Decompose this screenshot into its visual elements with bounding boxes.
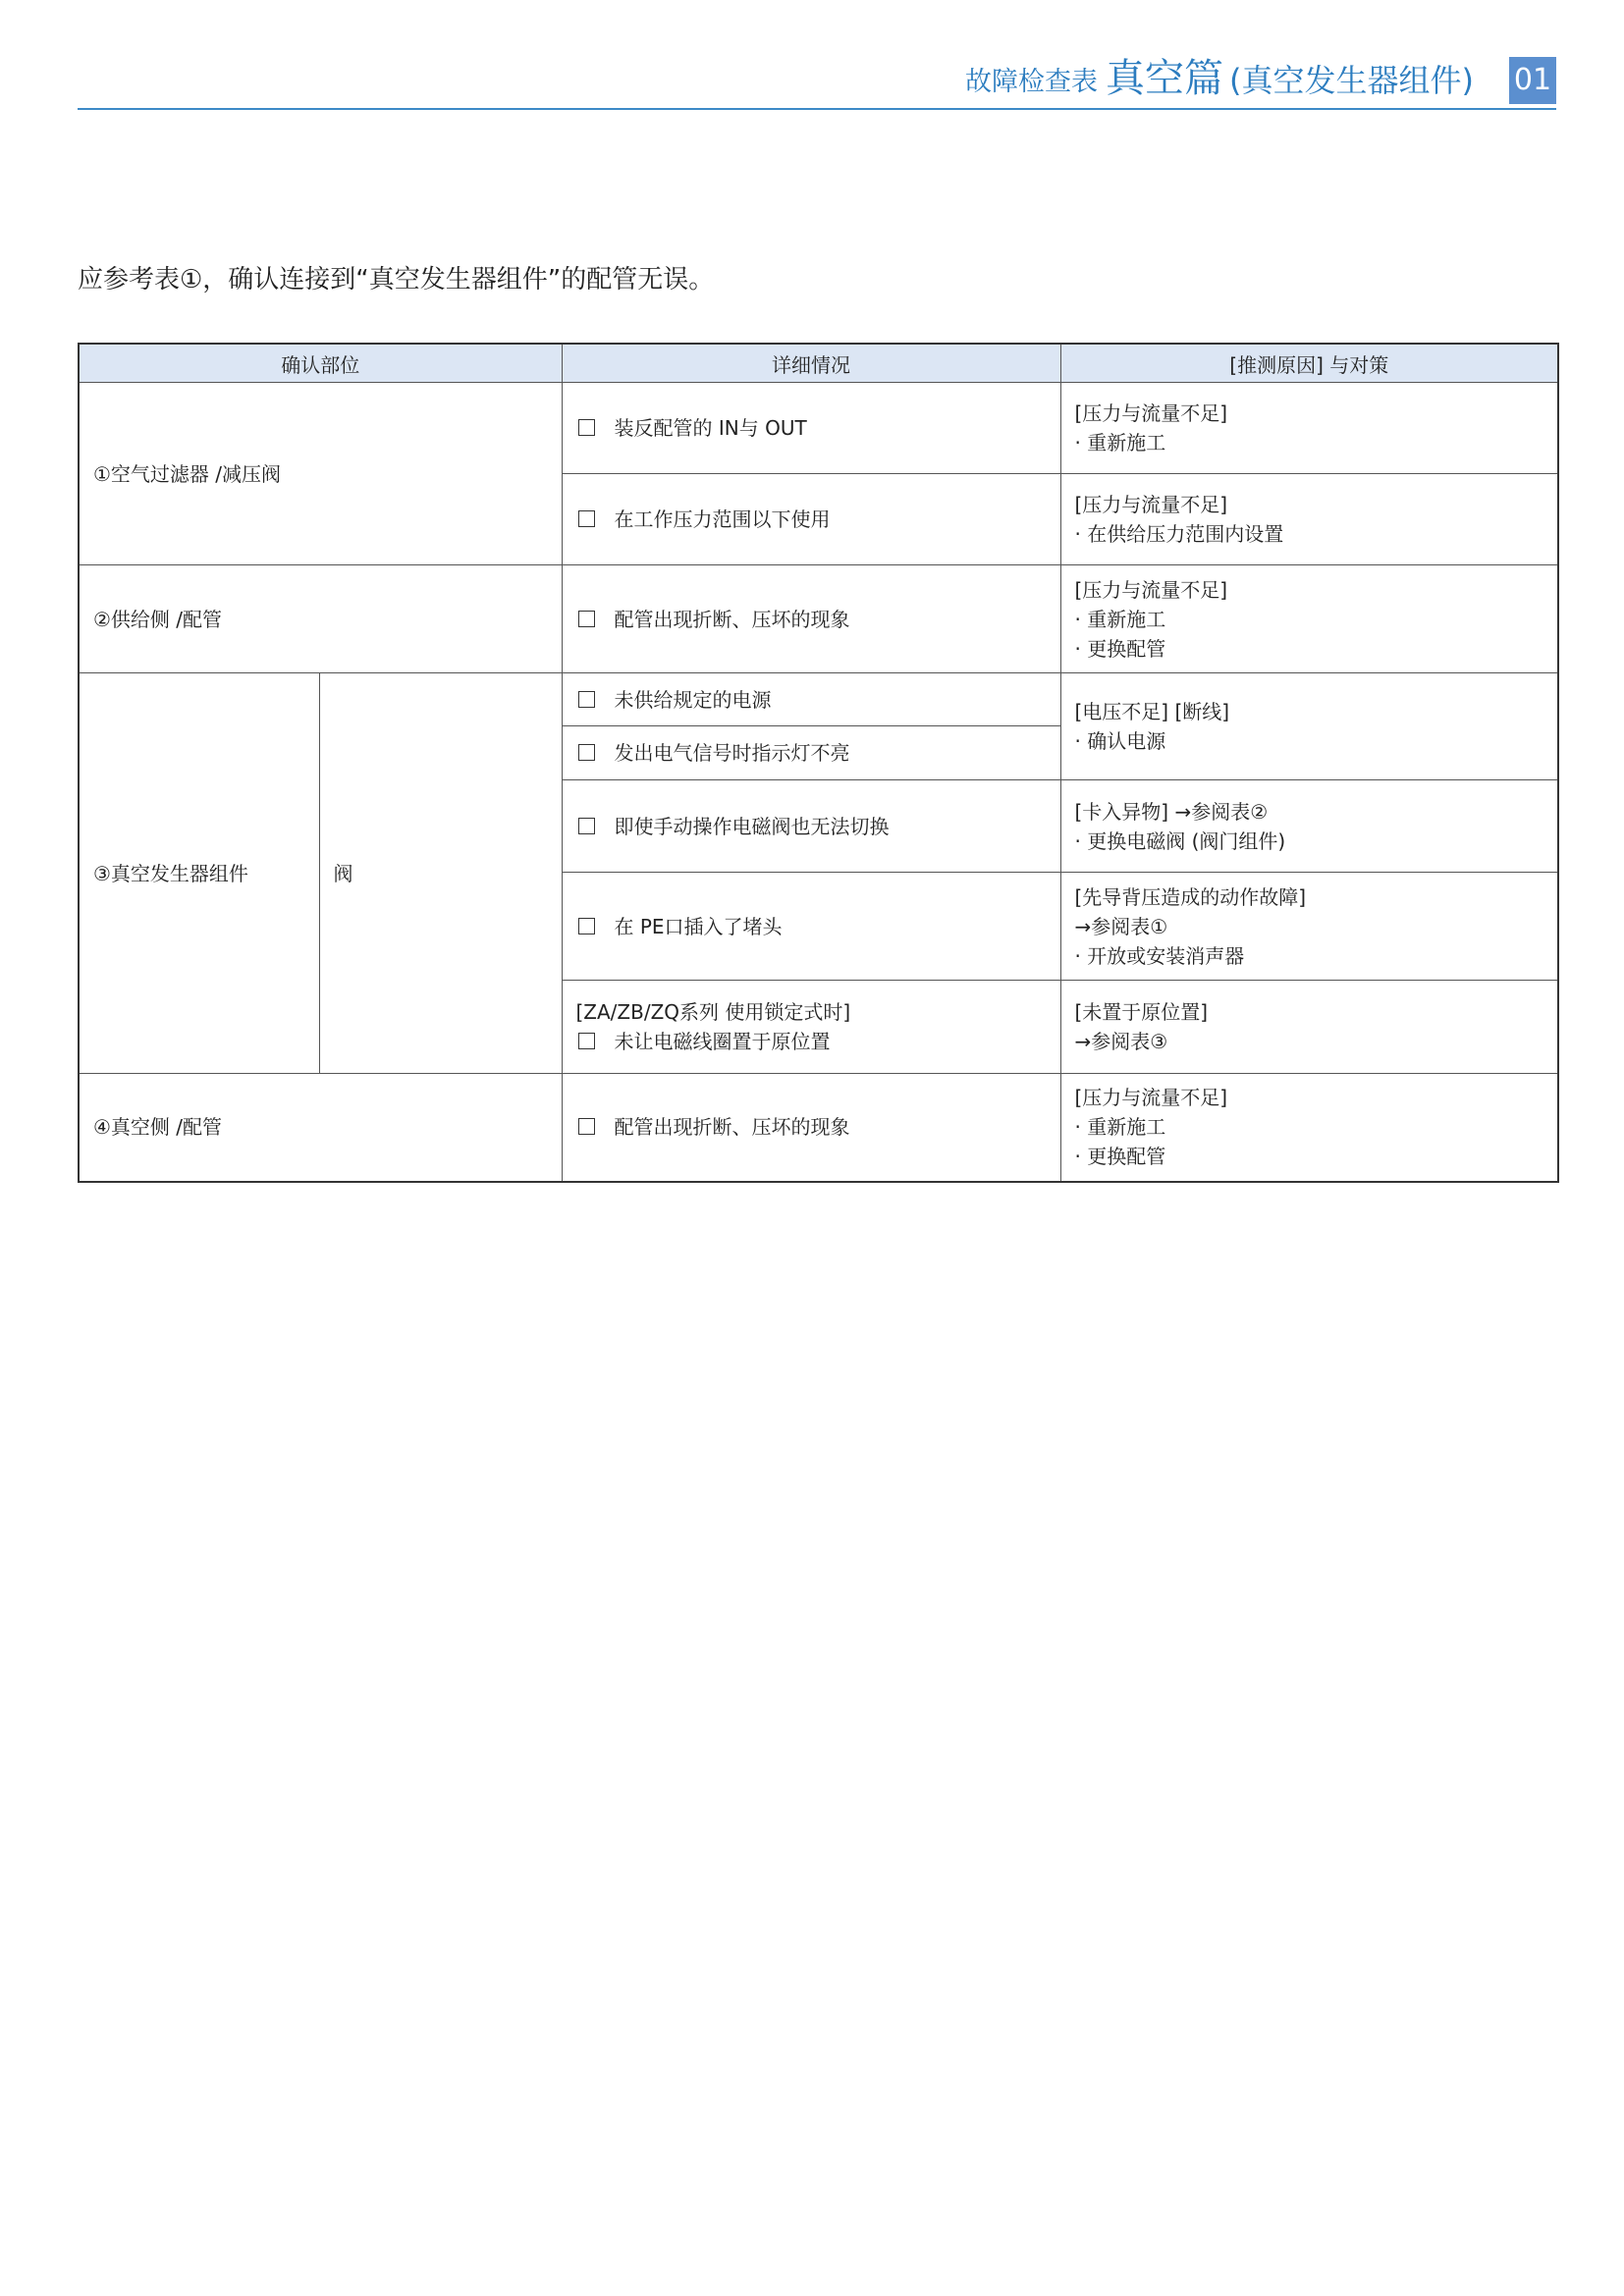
detail-text: 未供给规定的电源 [614,687,772,712]
cause-cell [1060,981,1558,1074]
cause-line: · 重新施工 [1074,431,1166,454]
page-header [78,51,1556,106]
detail-text: 即使手动操作电磁阀也无法切换 [614,814,890,838]
detail-cell [562,1074,1060,1182]
detail-text: 配管出现折断、压坏的现象 [614,1115,850,1140]
cause-line: [先导背压造成的动作故障] [1074,884,1307,909]
header-title-group [965,51,1556,100]
detail-line [576,1027,1047,1056]
page-number-badge: 01 [1509,57,1556,104]
detail-text: 配管出现折断、压坏的现象 [614,607,850,631]
checkbox[interactable] [578,918,595,934]
detail-cell [562,383,1060,474]
detail-text: 装反配管的 IN与 OUT [614,416,807,440]
detail-prefix: [ZA/ZB/ZQ系列 使用锁定式时] [575,1000,851,1024]
checkbox[interactable] [578,419,595,436]
checkbox[interactable] [578,691,595,708]
checkbox[interactable] [578,744,595,761]
cause-line: [电压不足] [断线] [1074,700,1230,723]
detail-cell [562,474,1060,565]
location-valve: 阀 [319,673,562,1074]
cause-line: · 重新施工 [1074,607,1166,631]
checkbox[interactable] [578,818,595,834]
cause-line: · 更换配管 [1074,1145,1166,1169]
cause-line: · 更换电磁阀 (阀门组件) [1074,828,1286,853]
table-row [79,383,1558,474]
cause-line: [压力与流量不足] [1074,1086,1228,1110]
detail-cell [562,726,1060,780]
cause-line: →参阅表① [1074,914,1168,938]
troubleshooting-table [78,343,1559,1183]
intro-text: 应参考表①，确认连接到“真空发生器组件”的配管无误。 [78,265,715,294]
cause-cell [1060,873,1558,981]
table-header-row [79,344,1558,383]
cause-line: · 确认电源 [1074,729,1166,753]
checkbox[interactable] [578,611,595,627]
header-details: 详细情况 [562,344,1060,383]
checkbox[interactable] [578,1033,595,1049]
detail-text: 在 PE口插入了堵头 [614,914,783,938]
cause-cell [1060,1074,1558,1182]
cause-cell [1060,474,1558,565]
table-row [79,1074,1558,1182]
cause-line: · 更换配管 [1074,636,1166,661]
header-cause: [推测原因] 与对策 [1060,344,1558,383]
location-vacuum-piping: ④真空侧 /配管 [79,1074,562,1182]
cause-line: · 在供给压力范围内设置 [1074,522,1284,546]
cause-line: [卡入异物] →参阅表② [1074,799,1269,824]
detail-cell [562,565,1060,673]
detail-cell [562,873,1060,981]
cause-line: [未置于原位置] [1074,1000,1209,1024]
location-air-filter: ①空气过滤器 /减压阀 [79,383,562,565]
location-supply-piping: ②供给侧 /配管 [79,565,562,673]
cause-line: [压力与流量不足] [1074,401,1228,425]
cause-cell [1060,673,1558,780]
header-section: 故障检查表 [965,67,1099,97]
cause-line: · 开放或安装消声器 [1074,943,1245,968]
cause-line: [压力与流量不足] [1074,577,1228,602]
checkbox[interactable] [578,510,595,527]
checkbox[interactable] [578,1118,595,1135]
detail-text: 发出电气信号时指示灯不亮 [614,741,850,765]
cause-line: →参阅表③ [1074,1030,1168,1053]
detail-text: 在工作压力范围以下使用 [614,507,831,531]
cause-cell [1060,565,1558,673]
cause-cell [1060,780,1558,873]
cause-cell [1060,383,1558,474]
detail-cell [562,981,1060,1074]
detail-cell [562,780,1060,873]
header-location: 确认部位 [79,344,562,383]
header-subtitle: (真空发生器组件) [1229,62,1474,99]
detail-text: 未让电磁线圈置于原位置 [614,1030,831,1053]
cause-line: [压力与流量不足] [1074,493,1228,516]
header-divider [78,108,1556,110]
detail-cell [562,673,1060,726]
header-title: 真空篇 [1106,56,1224,101]
table-row [79,673,1558,726]
table-row [79,565,1558,673]
location-vacuum-unit: ③真空发生器组件 [79,673,319,1074]
cause-line: · 重新施工 [1074,1115,1166,1140]
